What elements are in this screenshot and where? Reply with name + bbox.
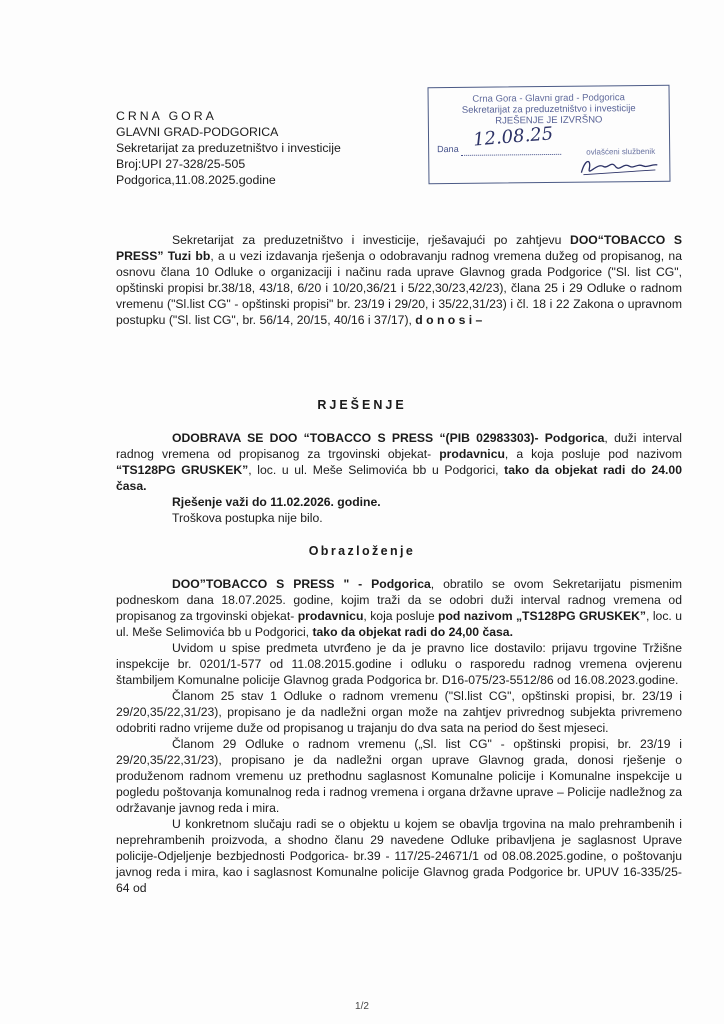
stamp-officer-label: ovlašćeni službenik — [586, 146, 656, 157]
decision-validity — [116, 494, 682, 510]
stamp-date-label: Dana — [437, 143, 459, 155]
stamp-date-line — [461, 154, 561, 156]
reasoning-hours: tako da objekat radi do 24,00 časa. — [312, 625, 513, 639]
place-date: Podgorica,11.08.2025.godine — [116, 173, 276, 187]
reasoning-text-b: , obratilo se ovom Sekretarijatu pismenim podneskom dana 18.07.2025. godine, kojim traži da se odobri duži interval radnog vremena od propisanog za trgovinski objekat- — [116, 577, 682, 623]
decision-section — [116, 430, 682, 526]
intro-paragraph — [116, 232, 682, 328]
stamp-line-3: RJEŠENJE JE IZVRŠNO — [495, 114, 603, 127]
reference-number: Broj:UPI 27-328/25-505 — [116, 157, 246, 171]
decision-text-b: , duži interval radnog vremena od propisanog za trgovinski objekat- — [116, 431, 682, 461]
executive-stamp — [427, 85, 670, 185]
reasoning-paragraph-2: Uvidom u spise predmeta utvrđeno je da je pravno lice dostavilo: prijavu trgovine Tržišne inspekcije br. 0201/1-577 od 11.08.2015.godine i odluku o rasporedu radnog vremena ovjerenu štambiljem Komunalne policije Glavnog grada Podgorica br. D16-075/23-5512/86 od 16.08.2023.godine. — [116, 641, 682, 687]
reasoning-paragraph-1 — [116, 576, 682, 640]
intro-donosi: d o n o s i – — [415, 313, 483, 327]
decision-text-f: , loc. u ul. Meše Selimovića bb u Podgorici, — [248, 463, 505, 477]
reasoning-title: Obrazloženje — [308, 544, 416, 558]
reasoning-text-d: , koja posluje — [363, 609, 439, 623]
reasoning-shop-name: pod nazivom „TS128PG GRUSKEK” — [438, 609, 647, 623]
intro-text-c: , a u vezi izdavanja rješenja o odobravanju radnog vremena dužeg od propisanog, na osnovu člana 10 Odluke o organizaciji i načinu rada uprave Glavnog grada Podgorice ("Sl. list CG", opštinski propisi br.38/18, 43/18, 6/20 i 10/20,36/21 i 5/22,30/23,42/23), člana 25 i 29 Odluke o radnom vremenu ("Sl.list CG" - opštinski propisi" br. 23/19 i 29/20, i 35/22,31/23) i čl. 18 i 22 Zakona o upravnom postupku ("Sl. list CG", br. 56/14, 20/15, 40/16 i 37/17), — [116, 249, 682, 327]
decision-text-d: , a koja posluje pod nazivom — [504, 447, 682, 461]
signature-icon — [577, 154, 661, 179]
decision-hours: tako da objekat radi do 24.00 časa. — [116, 463, 682, 493]
decision-paragraph — [116, 430, 682, 494]
city-name: GLAVNI GRAD-PODGORICA — [116, 125, 279, 139]
reasoning-paragraph-5: U konkretnom slučaju radi se o objektu u kojem se obavlja trgovina na malo prehrambenih i neprehrambenih proizvoda, a shodno članu 29 navedene Odluke pribavljena je saglasnost Uprave policije-Odjeljenje bezbjednosti Podgorica- br.39 - 117/25-24671/1 od 08.08.2025.godine, o poštovanju javnog reda i mira, kao i saglasnost Komunalne policije Glavnog grada Podgorice br. UPUV 16-335/25-64 od — [116, 817, 682, 895]
stamp-line-1: Crna Gora - Glavni grad - Podgorica — [472, 92, 625, 105]
intro-text-a: Sekretarijat za preduzetništvo i investicije, rješavajući po zahtjevu — [172, 233, 571, 247]
reasoning-applicant: DOO”TOBACCO S PRESS " - Podgorica — [172, 577, 431, 591]
decision-costs: Troškova postupka nije bilo. — [172, 511, 323, 525]
department-name: Sekretarijat za preduzetništvo i investicije — [116, 141, 341, 155]
reasoning-shop: prodavnicu — [297, 609, 364, 623]
decision-shop: prodavnicu — [439, 447, 505, 461]
document-title: RJEŠENJE — [317, 398, 407, 412]
decision-approves: ODOBRAVA SE DOO “TOBACCO S PRESS “(PIB 02983303)- Podgorica — [172, 431, 605, 445]
stamp-date-handwritten: 12.08.25 — [472, 123, 554, 151]
validity-text: Rješenje važi do 11.02.2026. godine. — [172, 495, 381, 509]
document-header — [116, 108, 341, 188]
reasoning-section — [116, 576, 682, 896]
intro-applicant: DOO“TOBACCO S PRESS” Tuzi bb — [116, 233, 682, 263]
reasoning-paragraph-3: Članom 25 stav 1 Odluke o radnom vremenu ("Sl.list CG", opštinski propisi, br. 23/19 i 29/20,35/22,31/23), propisano je da nadležni organ može na zahtjev privrednog subjekta privremeno odobriti radno vrijeme duže od propisanog u trajanju do dva sata na period do šest mjeseci. — [116, 689, 682, 735]
decision-shop-name: “TS128PG GRUSKEK” — [116, 463, 249, 477]
reasoning-paragraph-4: Članom 29 Odluke o radnom vremenu („Sl. list CG" - opštinski propisi, br. 23/19 i 29/20,35/22,31/23), propisano je da nadležni organ uprave Glavnog grada, donosi rješenje o produženom radnom vremenu uz prethodnu saglasnost Komunalne policije i Komunalne inspekcije u pogledu poštovanja komunalnog reda i radnog vremena i organa državne uprave – Policije nadležnog za održavanje javnog reda i mira. — [116, 737, 682, 815]
stamp-line-2: Sekretarijat za preduzetništvo i investicije — [461, 103, 636, 116]
country-name: CRNA GORA — [116, 109, 217, 123]
reasoning-text-f: , loc. u ul. Meše Selimovića bb u Podgorici, — [116, 609, 683, 639]
page-number: 1/2 — [355, 1001, 369, 1012]
